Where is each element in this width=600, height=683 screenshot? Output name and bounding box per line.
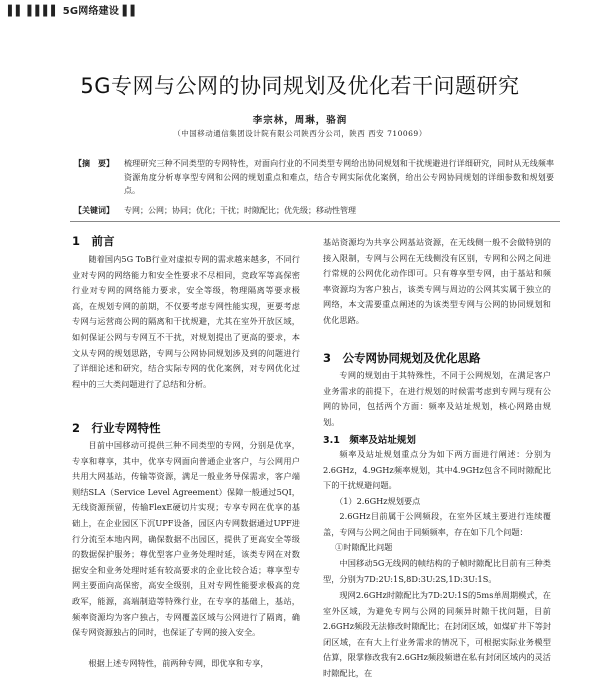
section-3-heading: 3 公专网协同规划及优化思路 <box>323 351 481 365</box>
journal-section-tag: ▌▌ ▌▌▌▌ 5G网络建设 ▌▌ <box>8 6 139 17</box>
paper-title: 5G专网与公网的协同规划及优化若干问题研究 <box>80 74 520 98</box>
section-1-paragraph: 随着国内5G ToB行业对虚拟专网的需求越来越多，不同行业对专网的网络能力和安全性要求不尽相同，竞政军等高保密行业对专网的网络能力要求，安全等级，物理隔离等要求极高，在规划专网的前期，不仅要考虑专网性能实现，更要考虑专网与运营商公网的隔离和干扰规避，尤其在室外开放区域，如何保证公网与专网互不干扰，对规划提出了更高的要求，本文从专网的规划思路，专网与公网协同规划涉及到的问题进行了详细论述和研究，结合实际专网的优化案例，对专网优化过程中的三大类问题进行了总结和分析。 <box>72 254 300 389</box>
section-2-paragraph: 目前中国移动可提供三种不同类型的专网，分别是优享，专享和尊享，其中，优享专网面向普通企业客户，与公网用户共用大网基站，传输等资源，满足一般业务导保需求，客户端则结SLA（Service Level Agreement）保障一般通过5QI，无线资源预留，传输FlexE硬切片实现；专享专网在优享的基础上，在企业园区下沉UPF设备，园区内专网数据通过UPF进行分流至本地内网，确保数据不出园区，提供了更高安全等级的数据保护服务；尊优型客户业务处理时延，该类专网在对数据安全和业务处理时延有较高要求的企业比较合适；尊享型专网主要面向高保密，高安全级别，且对专网性能要求极高的竞政军，能源，高端制造等特殊行业，在专享的基础上，基站，频率资源均为客户独占，专网覆盖区域与公网进行了隔离，确保专网资源独占的同时，也保证了专网的接入安全。 <box>72 440 300 638</box>
subsection-2-6ghz-paragraph: 2.6GHz目前属于公网频段，在室外区域主要进行连续覆盖，专网与公网之间由于同频频率，存在如下几个问题： <box>323 511 551 537</box>
section-2-heading: 2 行业专网特性 <box>72 421 161 435</box>
keywords-label: 【关键词】 <box>74 206 114 215</box>
slot-ratio-item: ①时隙配比问题 <box>335 542 393 552</box>
divider <box>70 221 560 222</box>
section-3-1-paragraph: 频率及站址规划重点分为如下两方面进行阐述：分别为2.6GHz，4.9GHz频率规划，其中4.9GHz包含不同时隙配比下的干扰规避问题。 <box>323 449 551 491</box>
slot-ratio-paragraph: 中国移动5G无线网的帧结构的子帧时隙配比目前有三种类型，分别为7D:2U:1S,8D:3U:2S,1D:3U:1S。 <box>323 558 551 584</box>
abstract-block <box>74 157 554 198</box>
section-3-paragraph: 专网的规划由于其特殊性，不同于公网规划，在满足客户业务需求的前提下，在进行规划的时候需考虑到专网与现有公网的协同，包括两个方面：频率及站址规划，核心网路由规划。 <box>323 370 551 427</box>
keywords-block <box>74 204 554 218</box>
section-2-paragraph-2: 根据上述专网特性，前两种专网，即优享和专享， <box>88 658 269 668</box>
abstract-text: 梳理研究三种不同类型的专网特性，对面向行业的不同类型专网给出协同规划和干扰规避进行详细研究，同时从无线频率资源角度分析専享型专网和公网的规划重点和难点，结合专网实际优化案例，给出公专网协同规划的详细参数和规划要点。 <box>124 159 554 195</box>
subsection-2-6ghz-heading: （1）2.6GHz规划要点 <box>335 496 421 506</box>
paper-affiliation: （中国移动通信集团设计院有限公司陕西分公司，陕西 西安 710069） <box>173 129 427 138</box>
keywords-text: 专网；公网；协同；优化；干扰；时隙配比；优先级；移动性管理 <box>124 206 356 215</box>
paper-authors: 李宗林，周琳，骆润 <box>252 115 348 126</box>
right-column-continuation: 基站资源均为共享公网基站资源，在无线侧一般不会做特别的接入限制，专网与公网在无线侧没有区别，专网和公网之间进行常规的公网优化动作即可。只有尊享型专网，由于基站和频率资源均为客户独占，该类专网与周边的公网其实属于独立的网络，本文需要重点阐述的为该类型专网与公网的协同规划和优化思路。 <box>323 237 551 325</box>
slot-ratio-paragraph-2: 现网2.6GHz时隙配比为7D:2U:1S的5ms单周期模式，在室外区域，为避免专网与公网的同频异时隙干扰问题，目前2.6GHz频段无法修改时隙配比；在封闭区域，如煤矿井下等封闭区域，在有大上行业务需求的情况下，可根据实际业务模型估算，限掌修改我有2.6GHz频段频谱在私有封闭区域内的灵活时隙配比，在 <box>323 590 551 678</box>
section-3-1-heading: 3.1 频率及站址规划 <box>323 435 416 446</box>
section-1-heading: 1 前言 <box>72 234 115 248</box>
abstract-label: 【摘 要】 <box>74 159 114 168</box>
